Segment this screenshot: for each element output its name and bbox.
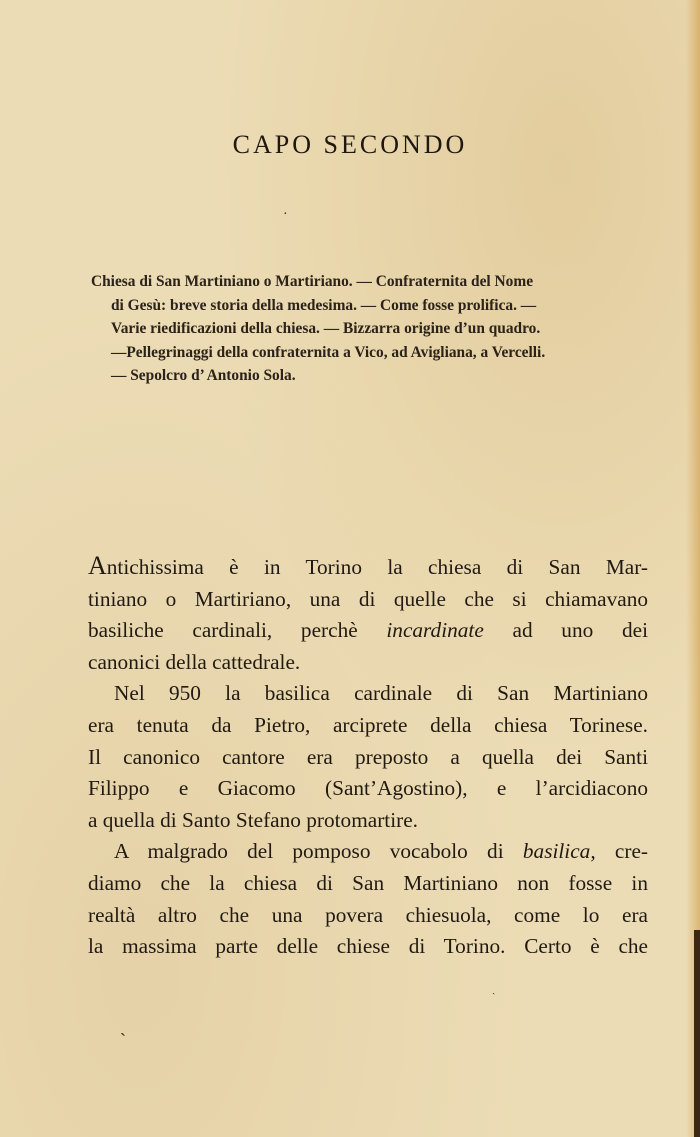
- paragraph-3-line-2: diamo che la chiesa di San Martiniano non fosse in: [88, 870, 648, 895]
- paragraph-text: ad uno dei: [483, 618, 648, 643]
- paragraph-3-line-4: la massima parte delle chiese di Torino. Certo è che: [88, 934, 648, 959]
- paragraph-text: cre-: [595, 839, 648, 864]
- paragraph-3-line-1: [88, 836, 648, 868]
- paragraph-text: A malgrado del pomposo vocabolo di: [114, 839, 523, 864]
- drop-cap: A: [88, 551, 107, 580]
- paragraph-2-line-2: era tenuta da Pietro, arciprete della chiesa Torinese.: [88, 712, 648, 737]
- summary-line: Chiesa di San Martiniano o Martiriano. — Confraternita del Nome: [91, 273, 534, 290]
- italic-term: incardinate: [386, 618, 484, 643]
- chapter-summary: [91, 270, 654, 388]
- summary-line: — Sepolcro d’ Antonio Sola.: [111, 367, 296, 384]
- paragraph-2-line-1: Nel 950 la basilica cardinale di San Martiniano: [114, 681, 648, 706]
- paragraph-2-line-4: Filippo e Giacomo (Sant’Agostino), e l’arcidiacono: [88, 776, 648, 801]
- paragraph-text: basiliche cardinali, perchè: [88, 618, 387, 643]
- summary-line: —Pellegrinaggi della confraternita a Vico, ad Avigliana, a Vercelli.: [111, 343, 546, 361]
- summary-line: Varie riedificazioni della chiesa. — Bizzarra origine d’un quadro.: [111, 320, 541, 337]
- paragraph-2-line-5: a quella di Santo Stefano protomartire.: [88, 807, 419, 832]
- ink-speck: ·: [283, 207, 288, 222]
- chapter-title: CAPO SECONDO: [232, 130, 468, 159]
- body-text: [88, 550, 648, 963]
- paragraph-1-line-1: [88, 550, 648, 584]
- paragraph-1-line-4: canonici della cattedrale.: [88, 649, 301, 674]
- paragraph-2-line-3: Il canonico cantore era preposto a quella dei Santi: [88, 744, 648, 769]
- summary-line: di Gesù: breve storia della medesima. — Come fosse prolifica. —: [111, 296, 537, 314]
- page-edge-dark: [694, 930, 700, 1137]
- paragraph-3-line-3: realtà altro che una povera chiesuola, come lo era: [88, 902, 648, 927]
- ink-speck: ˏ: [120, 1016, 126, 1036]
- paragraph-text: ntichissima è in Torino la chiesa di San Mar-: [106, 555, 648, 579]
- italic-term: basilica,: [522, 839, 596, 864]
- ink-speck: ˏ: [492, 984, 496, 995]
- paragraph-1-line-3: [88, 615, 648, 647]
- paragraph-1-line-2: tiniano o Martiriano, una di quelle che si chiamavano: [88, 586, 648, 611]
